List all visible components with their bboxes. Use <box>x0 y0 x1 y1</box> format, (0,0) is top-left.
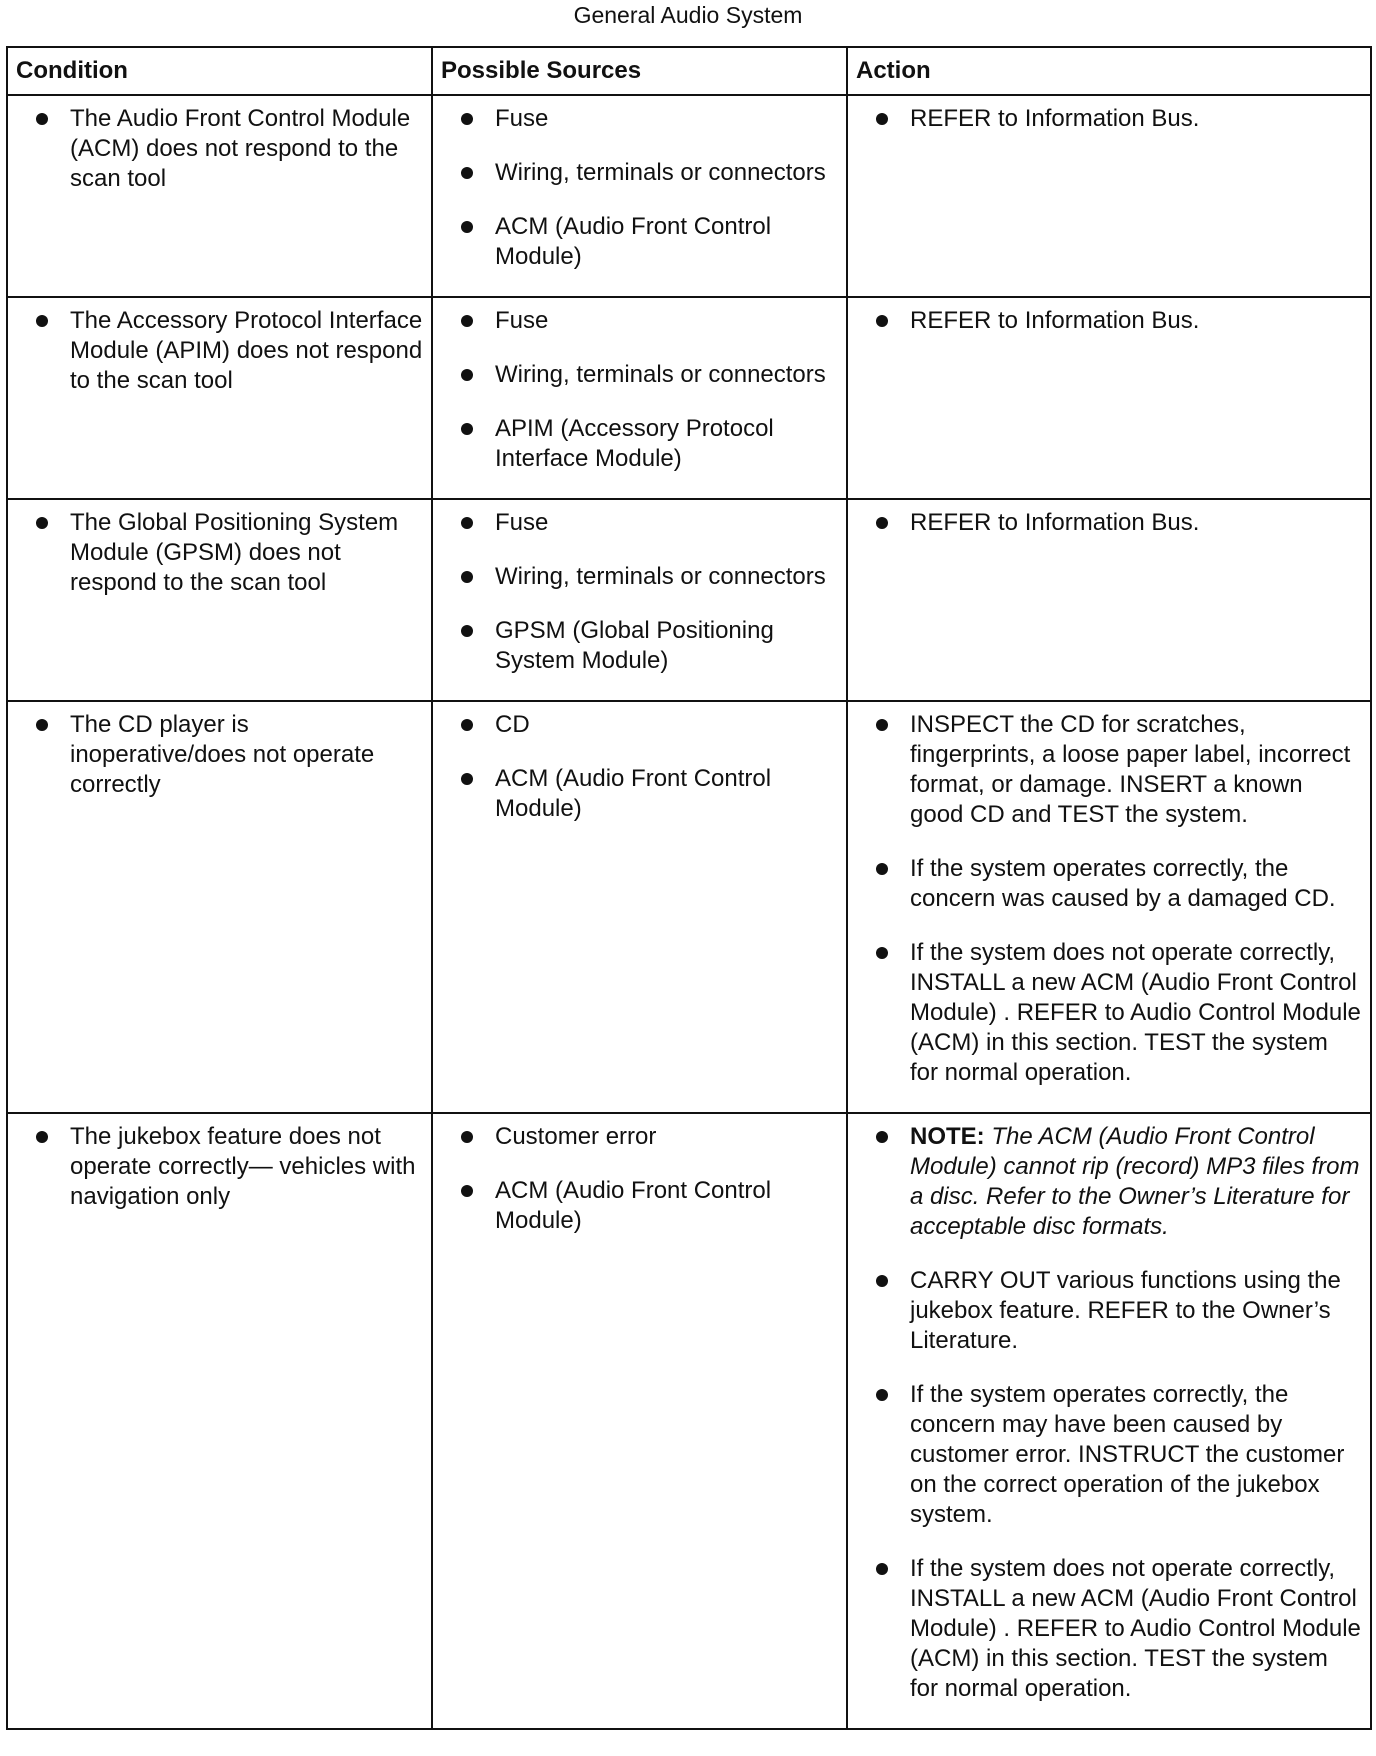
action-cell <box>847 1113 1371 1729</box>
table-row <box>7 701 1371 1113</box>
note-label: NOTE: <box>910 1123 985 1150</box>
source-item: Wiring, terminals or connectors <box>441 360 838 390</box>
condition-cell <box>7 95 432 297</box>
condition-cell <box>7 297 432 499</box>
condition-text: The jukebox feature does not operate correctly— vehicles with navigation only <box>16 1122 423 1212</box>
source-item: Wiring, terminals or connectors <box>441 562 838 592</box>
symptom-chart-table <box>6 46 1372 1730</box>
condition-cell <box>7 1113 432 1729</box>
sources-cell <box>432 297 847 499</box>
table-row <box>7 499 1371 701</box>
action-item: If the system does not operate correctly, INSTALL a new ACM (Audio Front Control Module) . REFER to Audio Control Module (ACM) in this section. TEST the system for normal operation. <box>856 938 1362 1088</box>
source-item: ACM (Audio Front Control Module) <box>441 1176 838 1236</box>
table-row <box>7 297 1371 499</box>
sources-cell <box>432 499 847 701</box>
action-item: CARRY OUT various functions using the jukebox feature. REFER to the Owner’s Literature. <box>856 1266 1362 1356</box>
source-item: Customer error <box>441 1122 838 1152</box>
source-item: Fuse <box>441 104 838 134</box>
action-item: If the system operates correctly, the concern may have been caused by customer error. INSTRUCT the customer on the correct operation of the jukebox system. <box>856 1380 1362 1530</box>
action-cell <box>847 297 1371 499</box>
action-header: Action <box>847 47 1371 95</box>
source-item: ACM (Audio Front Control Module) <box>441 764 838 824</box>
action-item: REFER to Information Bus. <box>856 104 1362 134</box>
source-item: CD <box>441 710 838 740</box>
sources-cell <box>432 95 847 297</box>
source-item: Fuse <box>441 306 838 336</box>
action-cell <box>847 499 1371 701</box>
action-item: If the system operates correctly, the concern was caused by a damaged CD. <box>856 854 1362 914</box>
action-cell <box>847 701 1371 1113</box>
condition-text: The Global Positioning System Module (GPSM) does not respond to the scan tool <box>16 508 423 598</box>
possible-sources-header: Possible Sources <box>432 47 847 95</box>
action-cell <box>847 95 1371 297</box>
sources-cell <box>432 1113 847 1729</box>
source-item: Wiring, terminals or connectors <box>441 158 838 188</box>
table-row <box>7 1113 1371 1729</box>
condition-text: The Accessory Protocol Interface Module (APIM) does not respond to the scan tool <box>16 306 423 396</box>
source-item: ACM (Audio Front Control Module) <box>441 212 838 272</box>
table-row <box>7 95 1371 297</box>
condition-header: Condition <box>7 47 432 95</box>
condition-text: The Audio Front Control Module (ACM) does not respond to the scan tool <box>16 104 423 194</box>
action-item: REFER to Information Bus. <box>856 508 1362 538</box>
action-item: REFER to Information Bus. <box>856 306 1362 336</box>
condition-cell <box>7 701 432 1113</box>
source-item: GPSM (Global Positioning System Module) <box>441 616 838 676</box>
condition-cell <box>7 499 432 701</box>
sources-cell <box>432 701 847 1113</box>
note-text: The ACM (Audio Front Control Module) cannot rip (record) MP3 files from a disc. Refer to the Owner’s Literature for acceptable disc formats. <box>910 1123 1360 1240</box>
condition-text: The CD player is inoperative/does not operate correctly <box>16 710 423 800</box>
page-title: General Audio System <box>573 2 803 28</box>
header-row <box>7 47 1371 95</box>
action-item: If the system does not operate correctly, INSTALL a new ACM (Audio Front Control Module) . REFER to Audio Control Module (ACM) in this section. TEST the system for normal operation. <box>856 1554 1362 1704</box>
source-item: APIM (Accessory Protocol Interface Module) <box>441 414 838 474</box>
action-item: INSPECT the CD for scratches, fingerprints, a loose paper label, incorrect format, or damage. INSERT a known good CD and TEST the system. <box>856 710 1362 830</box>
source-item: Fuse <box>441 508 838 538</box>
note-item <box>856 1122 1362 1242</box>
